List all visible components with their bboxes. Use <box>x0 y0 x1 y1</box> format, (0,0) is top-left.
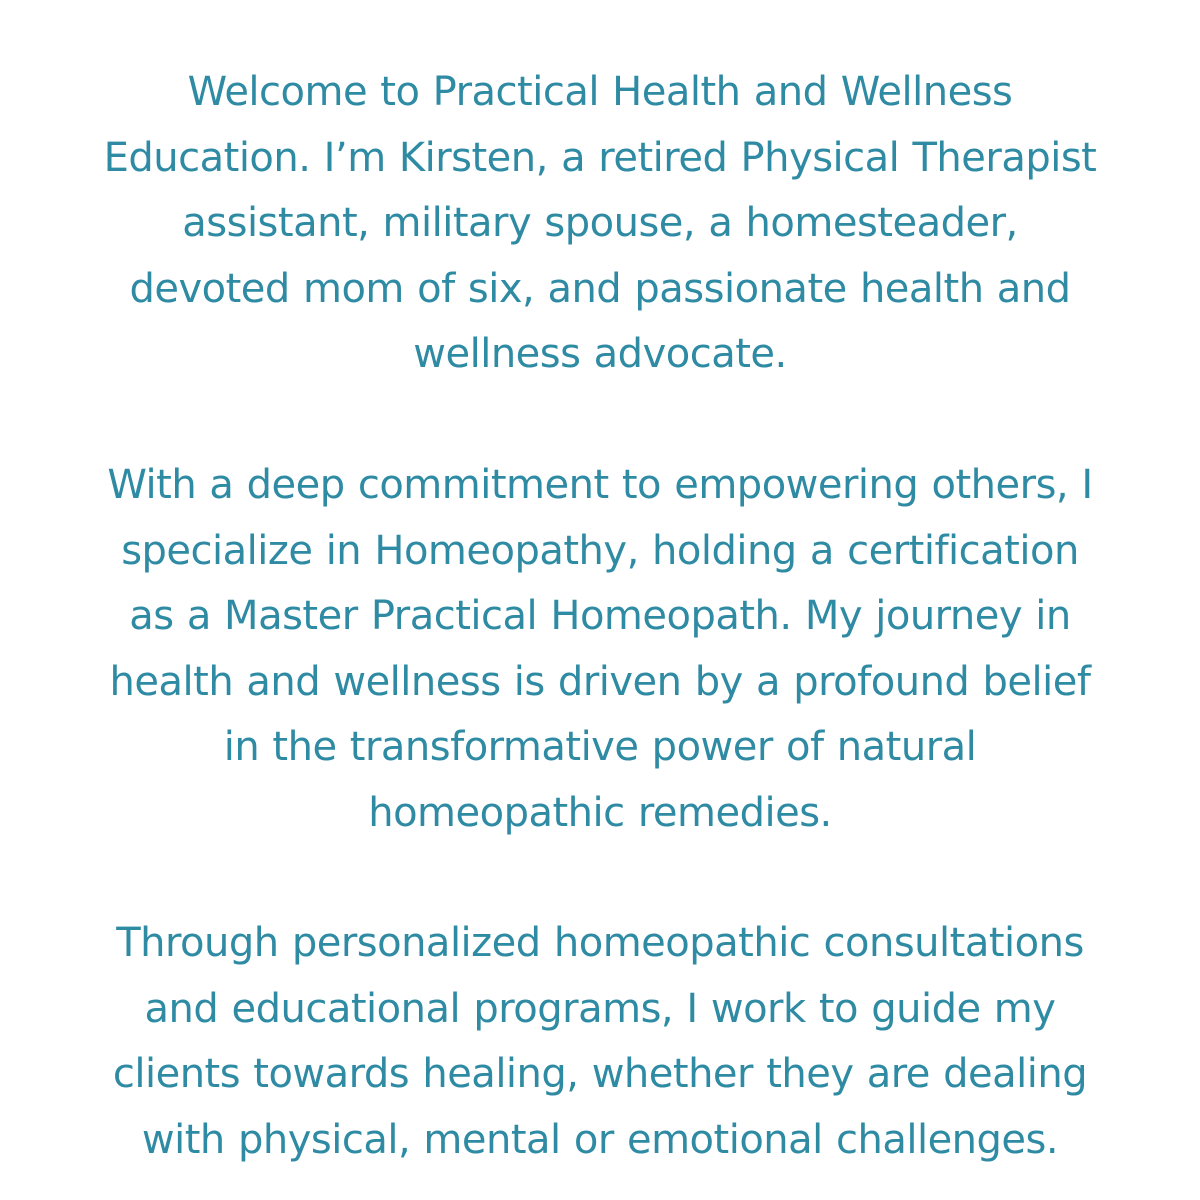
intro-line: Welcome to Practical Health and Wellness <box>187 69 1013 115</box>
specialization-line: in the transformative power of natural <box>223 724 977 770</box>
intro-line: wellness advocate. <box>413 331 787 377</box>
specialization-line: health and wellness is driven by a profound belief <box>109 658 1091 705</box>
intro-paragraph <box>40 60 1160 388</box>
services-line: clients towards healing, whether they are dealing <box>112 1051 1088 1097</box>
intro-line: assistant, military spouse, a homesteader, <box>182 200 1018 246</box>
services-paragraph <box>40 911 1160 1173</box>
intro-line: devoted mom of six, and passionate health and <box>129 265 1071 312</box>
specialization-paragraph <box>40 453 1160 846</box>
intro-line: Education. I’m Kirsten, a retired Physical Therapist <box>103 134 1097 181</box>
specialization-line: as a Master Practical Homeopath. My journey in <box>129 593 1071 639</box>
specialization-line: homeopathic remedies. <box>368 789 832 836</box>
specialization-line: specialize in Homeopathy, holding a certification <box>121 527 1079 574</box>
specialization-line: With a deep commitment to empowering others, I <box>107 462 1093 508</box>
services-line: and educational programs, I work to guide my <box>144 985 1056 1032</box>
services-line: Through personalized homeopathic consultations <box>116 920 1084 966</box>
services-line: with physical, mental or emotional challenges. <box>141 1116 1059 1163</box>
